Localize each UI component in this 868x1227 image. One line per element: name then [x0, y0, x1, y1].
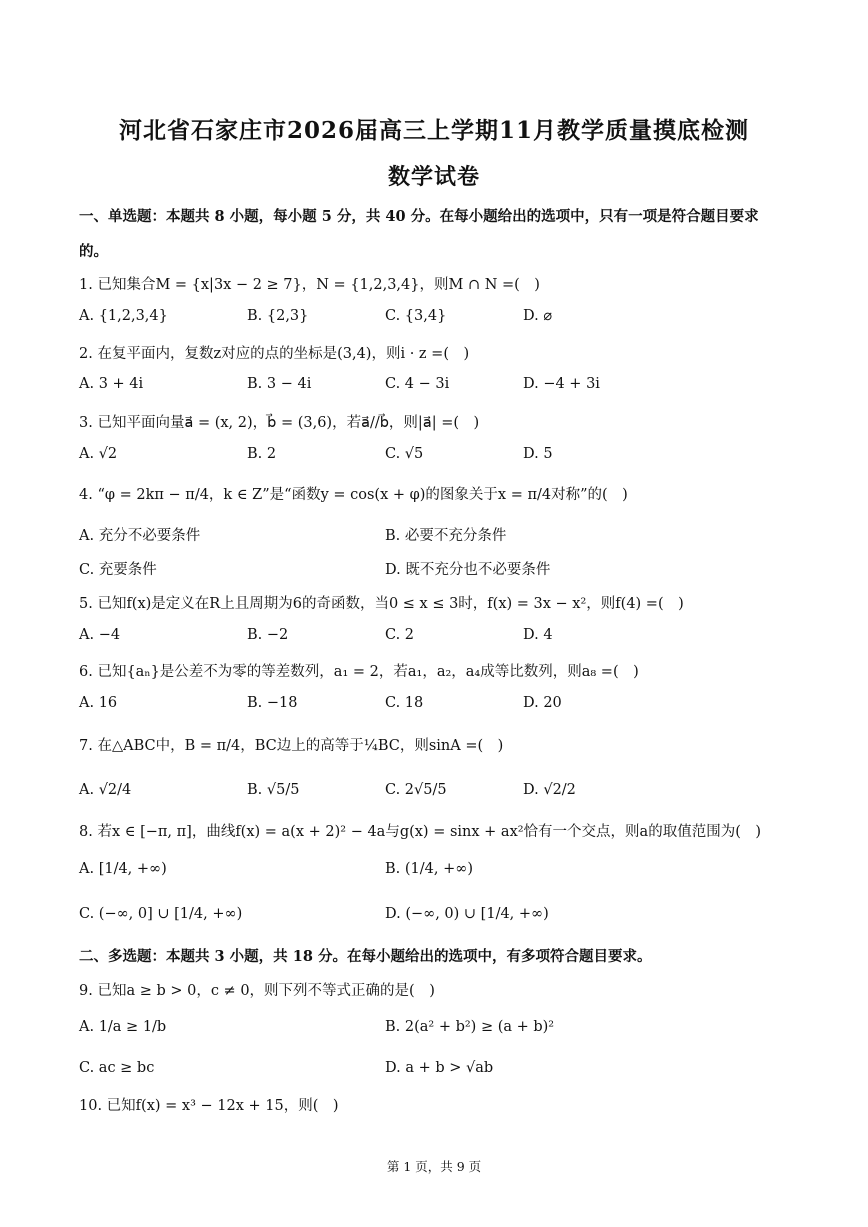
q4-option-c: C. 充要条件: [79, 562, 157, 578]
q6-option-a: A. 16: [79, 695, 118, 711]
q8-option-d: D. (−∞, 0) ∪ [1/4, +∞): [385, 906, 549, 922]
q6-option-c: C. 18: [385, 695, 424, 711]
q7-option-b: B. √5/5: [247, 782, 300, 798]
q8-option-c: C. (−∞, 0] ∪ [1/4, +∞): [79, 906, 243, 922]
question-4-stem: 4. “φ = 2kπ − π/4，k ∈ Z”是“函数y = cos(x + φ)的图象关于x = π/4对称”的( ): [79, 487, 628, 503]
q5-option-a: A. −4: [79, 627, 121, 643]
q2-option-c: C. 4 − 3i: [385, 376, 450, 392]
question-8-stem: 8. 若x ∈ [−π, π]，曲线f(x) = a(x + 2)² − 4a与g(x) = sinx + ax²恰有一个交点，则a的取值范围为( ): [79, 824, 762, 840]
q3-option-a: A. √2: [79, 446, 118, 462]
exam-title: 河北省石家庄市2026届高三上学期11月教学质量摸底检测: [118, 117, 750, 144]
question-1-stem: 1. 已知集合M = {x|3x − 2 ≥ 7}，N = {1,2,3,4}，则M ∩ N =( ): [79, 277, 540, 293]
q7-option-c: C. 2√5/5: [385, 782, 447, 798]
q7-option-a: A. √2/4: [79, 782, 132, 798]
q2-option-a: A. 3 + 4i: [79, 376, 144, 392]
q7-option-d: D. √2/2: [523, 782, 576, 798]
q8-option-a: A. [1/4, +∞): [79, 861, 167, 877]
q5-option-d: D. 4: [523, 627, 553, 643]
q9-option-b: B. 2(a² + b²) ≥ (a + b)²: [385, 1019, 555, 1035]
q6-option-d: D. 20: [523, 695, 562, 711]
question-3-stem: 3. 已知平面向量a⃗ = (x, 2)，b⃗ = (3,6)，若a⃗//b⃗，则|a⃗| =( ): [79, 415, 480, 431]
question-7-stem: 7. 在△ABC中，B = π/4，BC边上的高等于¼BC，则sinA =( ): [79, 738, 504, 754]
q2-option-b: B. 3 − 4i: [247, 376, 312, 392]
q6-option-b: B. −18: [247, 695, 298, 711]
q1-option-c: C. {3,4}: [385, 308, 447, 324]
question-9-stem: 9. 已知a ≥ b > 0，c ≠ 0，则下列不等式正确的是( ): [79, 983, 435, 999]
page-footer: 第 1 页，共 9 页: [386, 1159, 482, 1174]
q1-option-b: B. {2,3}: [247, 308, 309, 324]
q3-option-b: B. 2: [247, 446, 277, 462]
section2-heading: 二、多选题：本题共 3 小题，共 18 分。在每小题给出的选项中，有多项符合题目要求。: [79, 948, 652, 965]
section1-heading-cont: 的。: [79, 243, 108, 260]
question-5-stem: 5. 已知f(x)是定义在R上且周期为6的奇函数，当0 ≤ x ≤ 3时，f(x) = 3x − x²，则f(4) =( ): [79, 596, 684, 612]
q2-option-d: D. −4 + 3i: [523, 376, 600, 392]
q4-option-b: B. 必要不充分条件: [385, 528, 507, 544]
q4-option-d: D. 既不充分也不必要条件: [385, 562, 551, 578]
q5-option-b: B. −2: [247, 627, 289, 643]
q8-option-b: B. (1/4, +∞): [385, 861, 473, 877]
q3-option-c: C. √5: [385, 446, 424, 462]
section1-heading: 一、单选题：本题共 8 小题，每小题 5 分，共 40 分。在每小题给出的选项中，只有一项是符合题目要求: [79, 208, 759, 225]
q5-option-c: C. 2: [385, 627, 415, 643]
question-2-stem: 2. 在复平面内，复数z对应的点的坐标是(3,4)，则i · z =( ): [79, 346, 470, 362]
q1-option-a: A. {1,2,3,4}: [79, 308, 168, 324]
q9-option-a: A. 1/a ≥ 1/b: [79, 1019, 167, 1035]
q1-option-d: D. ⌀: [523, 308, 553, 324]
q3-option-d: D. 5: [523, 446, 553, 462]
question-10-stem: 10. 已知f(x) = x³ − 12x + 15，则( ): [79, 1098, 339, 1114]
q9-option-d: D. a + b > √ab: [385, 1060, 494, 1076]
q4-option-a: A. 充分不必要条件: [79, 528, 201, 544]
exam-subtitle: 数学试卷: [387, 164, 480, 190]
question-6-stem: 6. 已知{aₙ}是公差不为零的等差数列，a₁ = 2，若a₁，a₂，a₄成等比数列，则a₈ =( ): [79, 664, 639, 680]
q9-option-c: C. ac ≥ bc: [79, 1060, 155, 1076]
